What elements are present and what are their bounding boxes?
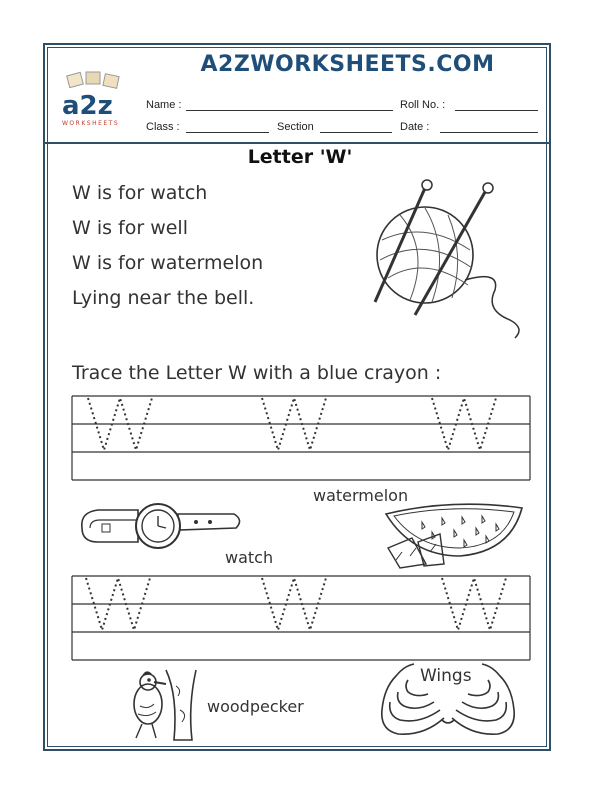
logo <box>56 72 136 128</box>
name-label: Name : <box>146 99 182 111</box>
woodpecker-icon <box>118 666 198 742</box>
name-line <box>186 110 393 111</box>
roll-line <box>455 110 538 111</box>
rhyme-line-1: W is for watch <box>72 182 208 204</box>
tracing-lines-2 <box>72 576 530 660</box>
header-divider <box>43 142 551 144</box>
date-line <box>440 132 538 133</box>
rhyme-line-2: W is for well <box>72 217 188 239</box>
label-watch: watch <box>225 548 274 567</box>
rhyme-line-3: W is for watermelon <box>72 252 264 274</box>
tracing-lines-1 <box>72 396 530 480</box>
class-line <box>186 132 269 133</box>
date-label: Date : <box>400 121 430 133</box>
watermelon-icon <box>382 502 527 574</box>
rhyme-line-4: Lying near the bell. <box>72 287 255 309</box>
class-label: Class : <box>146 121 180 133</box>
label-wings: Wings <box>420 666 472 686</box>
watch-icon <box>76 498 246 554</box>
roll-label: Roll No. : <box>400 99 446 111</box>
section-label: Section <box>277 121 314 133</box>
wings-icon <box>374 658 522 742</box>
page-title: Letter 'W' <box>247 146 353 168</box>
logo-icon <box>56 72 136 128</box>
yarn-ball-icon <box>370 180 530 340</box>
trace-instruction: Trace the Letter W with a blue crayon : <box>72 362 442 384</box>
logo-text: a2z <box>62 91 113 121</box>
site-title: A2ZWORKSHEETS.COM <box>200 52 495 77</box>
label-watermelon: watermelon <box>313 486 409 505</box>
section-line <box>320 132 392 133</box>
logo-subtext: WORKSHEETS <box>62 120 120 127</box>
label-woodpecker: woodpecker <box>207 697 304 716</box>
